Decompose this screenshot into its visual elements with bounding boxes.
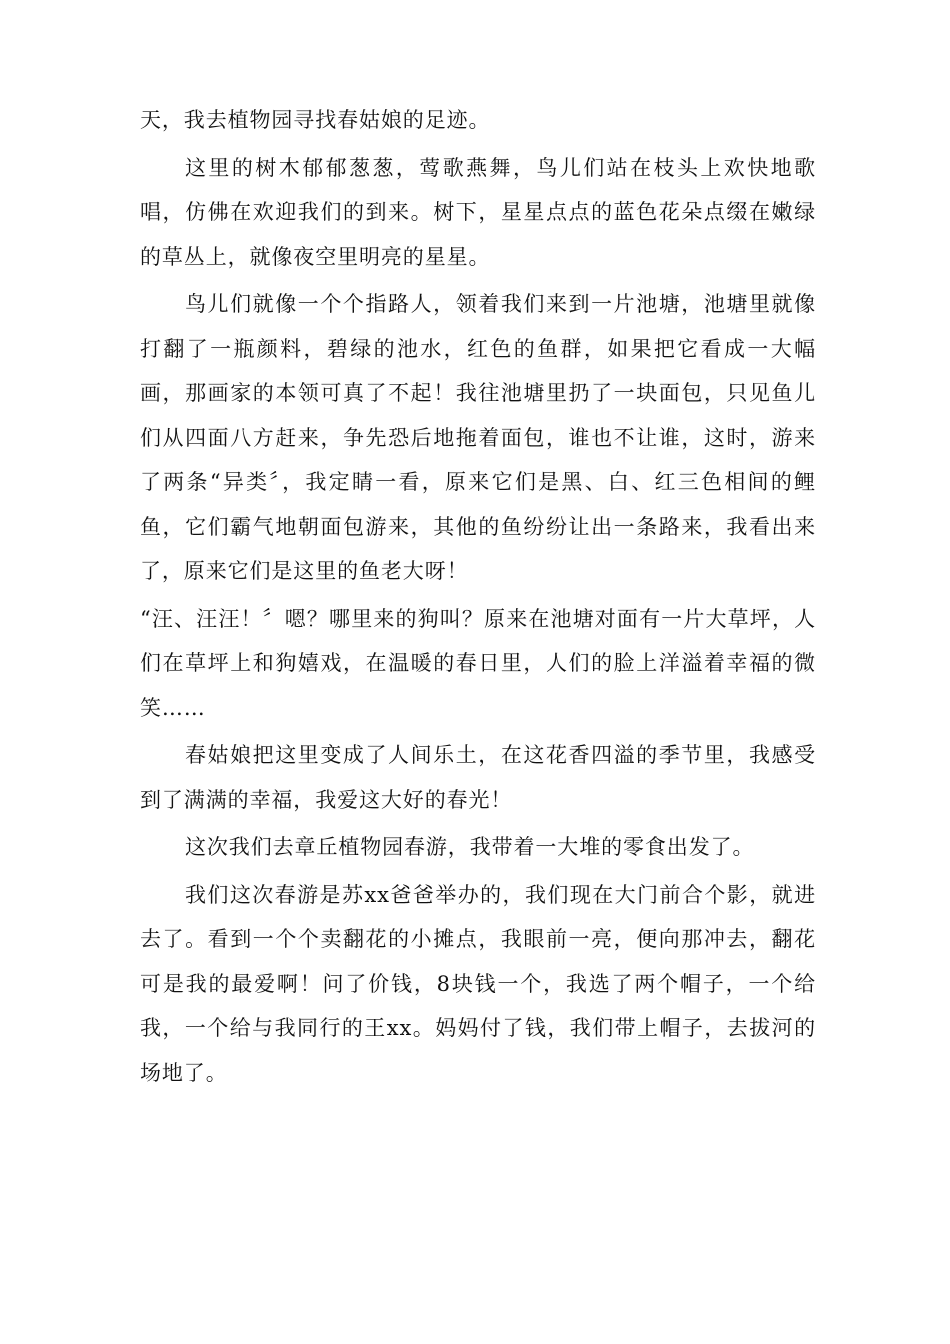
paragraph-1: 天，我去植物园寻找春姑娘的足迹。 xyxy=(140,108,491,132)
paragraph-4: “汪、汪汪！〞嗯？哪里来的狗叫？原来在池塘对面有一片大草坪，人们在草坪上和狗嬉戏，在温暖的春日里，人们的脸上洋溢着幸福的微笑…… xyxy=(140,606,816,720)
paragraph-6: 这次我们去章丘植物园春游，我带着一大堆的零食出发了。 xyxy=(185,835,755,859)
paragraph-2: 这里的树木郁郁葱葱，莺歌燕舞，鸟儿们站在枝头上欢快地歌唱，仿佛在欢迎我们的到来。树下，星星点点的蓝色花朵点缀在嫩绿的草丛上，就像夜空里明亮的星星。 xyxy=(140,155,816,269)
paragraph-5: 春姑娘把这里变成了人间乐土，在这花香四溢的季节里，我感受到了满满的幸福，我爱这大好的春光！ xyxy=(140,743,816,812)
paragraph-3: 鸟儿们就像一个个指路人，领着我们来到一片池塘，池塘里就像打翻了一瓶颜料，碧绿的池水，红色的鱼群，如果把它看成一大幅画，那画家的本领可真了不起！我往池塘里扔了一块面包，只见鱼儿们从四面八方赶来，争先恐后地拖着面包，谁也不让谁，这时，游来了两条“异类〞，我定睛一看，原来它们是黑、白、红三色相间的鲤鱼，它们霸气地朝面包游来，其他的鱼纷纷让出一条路来，我看出来了，原来它们是这里的鱼老大呀！ xyxy=(140,292,816,583)
paragraph-7: 我们这次春游是苏xx爸爸举办的，我们现在大门前合个影，就进去了。看到一个个卖翻花的小摊点，我眼前一亮，便向那冲去，翻花可是我的最爱啊！问了价钱，8块钱一个，我选了两个帽子，一个给我，一个给与我同行的王xx。妈妈付了钱，我们带上帽子，去拔河的场地了。 xyxy=(140,882,816,1085)
document-body xyxy=(140,98,816,1095)
